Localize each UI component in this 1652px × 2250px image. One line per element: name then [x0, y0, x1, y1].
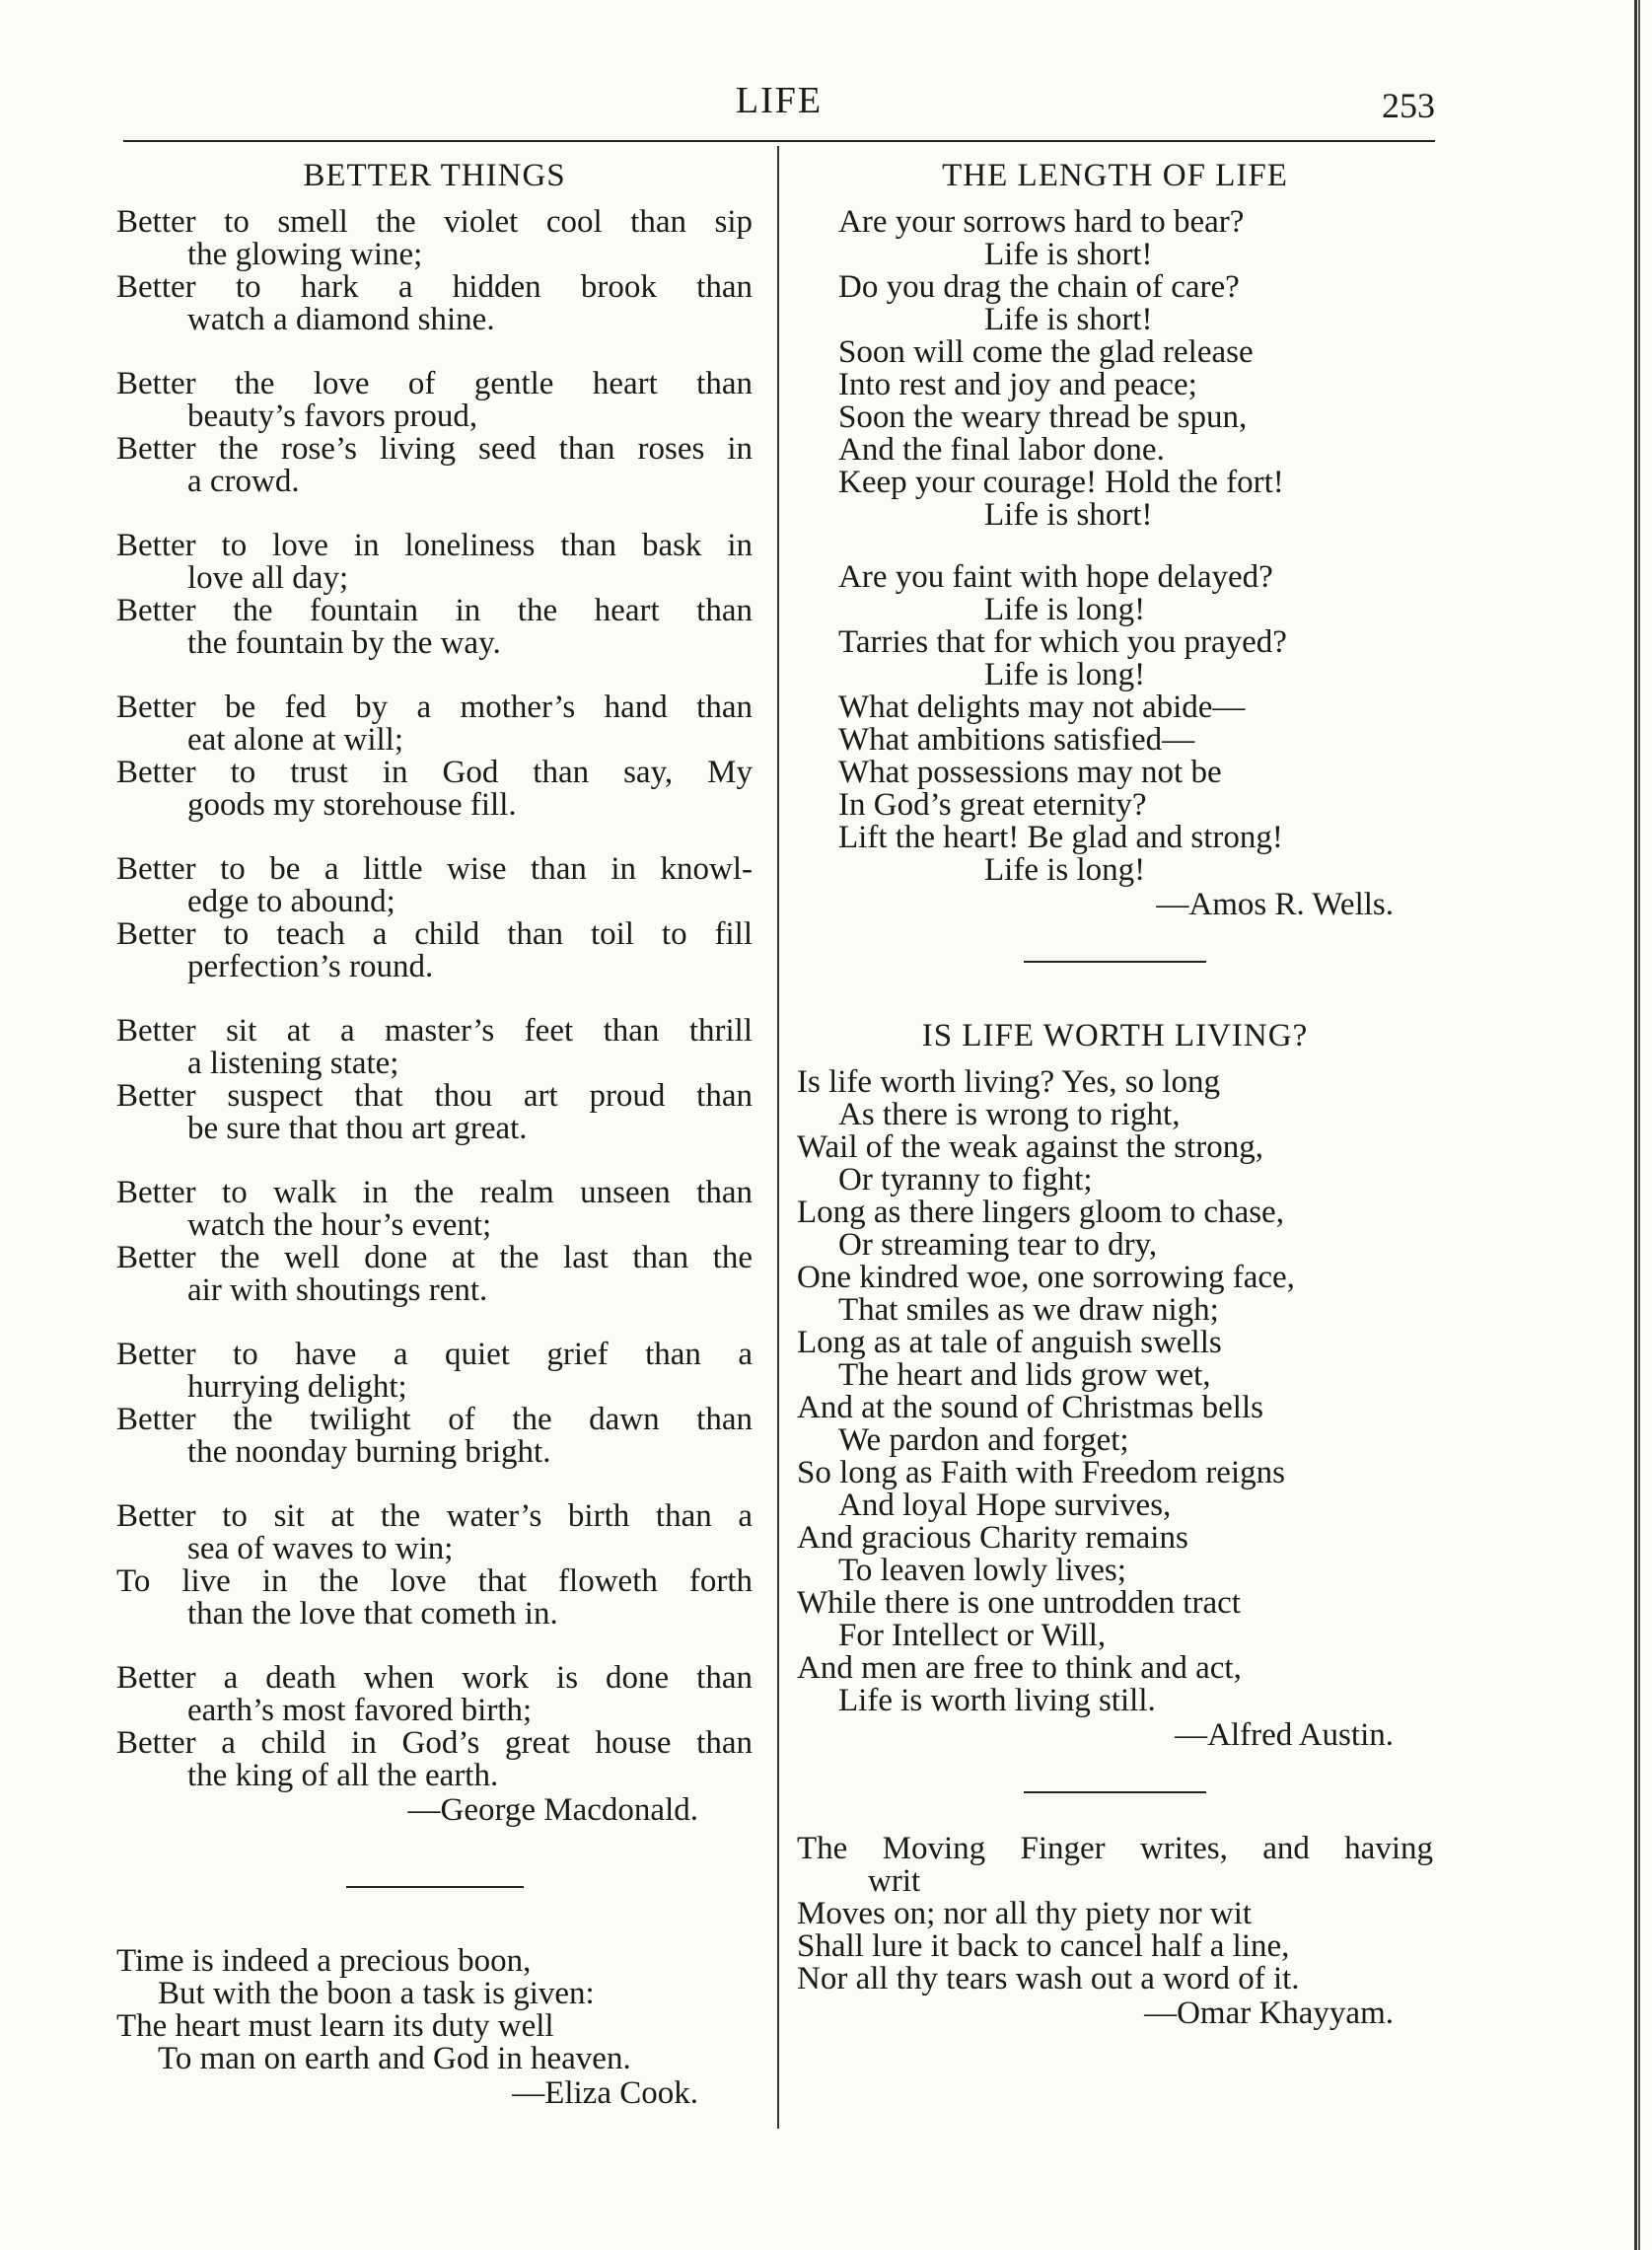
life-worth-living-poem — [797, 1066, 1433, 1752]
poem-line: Better to love in loneliness than bask in — [116, 528, 753, 563]
poem-line: Life is short! — [984, 237, 1153, 272]
poem-title-better-things: BETTER THINGS — [303, 158, 566, 193]
poem-line: Better sit at a master’s feet than thrill — [116, 1013, 753, 1049]
poem-line: love all day; — [187, 560, 349, 596]
section-rule — [1024, 961, 1206, 963]
poem-line: Better to smell the violet cool than sip — [116, 204, 753, 240]
poem-line: writ — [868, 1863, 921, 1899]
poem-line: watch a diamond shine. — [187, 302, 495, 337]
poem-line: Soon will come the glad release — [838, 334, 1254, 370]
poem-line: Better to sit at the water’s birth than a — [116, 1498, 753, 1534]
poem-line: Better to trust in God than say, My — [116, 755, 753, 790]
stanza — [838, 206, 1433, 532]
page-number: 253 — [1382, 86, 1435, 125]
stanza — [116, 853, 753, 983]
poem-line: the glowing wine; — [187, 237, 423, 272]
poem-title-length-of-life: THE LENGTH OF LIFE — [942, 158, 1288, 193]
right-column — [797, 160, 1433, 2030]
poem-line: the fountain by the way. — [187, 625, 501, 661]
poem-line: than the love that cometh in. — [187, 1596, 558, 1632]
poem-line: edge to abound; — [187, 884, 395, 919]
poem-line: air with shoutings rent. — [187, 1272, 488, 1308]
poem-line: Are you faint with hope delayed? — [838, 559, 1273, 595]
stanza — [116, 530, 753, 660]
poem-line: So long as Faith with Freedom reigns — [797, 1455, 1285, 1490]
poem-line: Life is long! — [984, 592, 1146, 627]
poem-title-life-worth-living: IS LIFE WORTH LIVING? — [921, 1018, 1309, 1053]
left-column — [116, 160, 753, 2110]
length-of-life-poem — [797, 206, 1433, 887]
poem-line: Life is short! — [984, 497, 1153, 533]
poem-line: Better the fountain in the heart than — [116, 593, 753, 628]
poem-line: Better the love of gentle heart than — [116, 366, 753, 401]
poem-line: To live in the love that floweth forth — [116, 1563, 753, 1599]
stanza — [116, 1015, 753, 1145]
poem-line: But with the boon a task is given: — [158, 1976, 595, 2011]
poem-line: Are your sorrows hard to bear? — [838, 204, 1245, 240]
poem-line: The heart and lids grow wet, — [838, 1357, 1211, 1393]
poem-line: the noonday burning bright. — [187, 1434, 551, 1470]
poem-line: And the final labor done. — [838, 432, 1165, 468]
poem-line: eat alone at will; — [187, 722, 403, 758]
poem-line: The Moving Finger writes, and having — [797, 1831, 1433, 1866]
moving-finger-poem — [797, 1833, 1433, 2030]
poem-line: Better a child in God’s great house than — [116, 1725, 753, 1761]
poem-line: earth’s most favored birth; — [187, 1693, 533, 1728]
poem-line: And at the sound of Christmas bells — [797, 1390, 1263, 1425]
poem-line: In God’s great eternity? — [838, 787, 1147, 823]
stanza — [116, 1339, 753, 1469]
poem-line: Wail of the weak against the strong, — [797, 1129, 1263, 1165]
poem-line: sea of waves to win; — [187, 1531, 454, 1566]
stanza — [116, 691, 753, 822]
poem-line: And men are free to think and act, — [797, 1650, 1242, 1686]
poem-line: beauty’s favors proud, — [187, 399, 478, 434]
page-edge — [1634, 0, 1640, 2250]
poem-line: Time is indeed a precious boon, — [116, 1943, 532, 1979]
poem-line: Lift the heart! Be glad and strong! — [838, 820, 1283, 855]
stanza — [116, 368, 753, 498]
poem-line: Life is short! — [984, 302, 1153, 337]
poem-line: Shall lure it back to cancel half a line, — [797, 1928, 1290, 1964]
poem-line: And gracious Charity remains — [797, 1520, 1188, 1556]
running-header — [123, 79, 1435, 142]
poem-line: Or streaming tear to dry, — [838, 1227, 1158, 1263]
poem-line: Life is long! — [984, 852, 1146, 888]
poem-line: goods my storehouse fill. — [187, 787, 517, 823]
poem-line: Long as at tale of anguish swells — [797, 1325, 1222, 1360]
poem-line: What ambitions satisfied— — [838, 722, 1195, 758]
author-attribution: —Amos R. Wells. — [1156, 887, 1394, 922]
poem-line: That smiles as we draw nigh; — [838, 1292, 1219, 1328]
poem-line: Better to be a little wise than in knowl- — [116, 851, 753, 887]
poem-line: Soon the weary thread be spun, — [838, 399, 1248, 435]
poem-line: Into rest and joy and peace; — [838, 367, 1197, 402]
poem-line: be sure that thou art great. — [187, 1111, 528, 1146]
poem-line: hurrying delight; — [187, 1369, 407, 1405]
stanza — [116, 1177, 753, 1307]
poem-line: Keep your courage! Hold the fort! — [838, 465, 1284, 500]
poem-line: perfection’s round. — [187, 949, 434, 984]
poem-line: To man on earth and God in heaven. — [158, 2041, 631, 2076]
poem-line: For Intellect or Will, — [838, 1618, 1107, 1653]
poem-line: Better the well done at the last than the — [116, 1240, 753, 1275]
poem-line: the king of all the earth. — [187, 1758, 499, 1793]
poem-line: Do you drag the chain of care? — [838, 269, 1240, 305]
poem-line: Tarries that for which you prayed? — [838, 624, 1287, 660]
author-attribution: —Omar Khayyam. — [1144, 1996, 1394, 2031]
poem-line: What possessions may not be — [838, 755, 1222, 790]
poem-line: While there is one untrodden tract — [797, 1585, 1241, 1621]
poem-line: What delights may not abide— — [838, 690, 1246, 725]
poem-line: The heart must learn its duty well — [116, 2008, 554, 2044]
section-rule — [1024, 1791, 1206, 1793]
poem-line: a listening state; — [187, 1046, 399, 1081]
poem-line: Better suspect that thou art proud than — [116, 1078, 753, 1114]
poem-line: Long as there lingers gloom to chase, — [797, 1195, 1284, 1230]
poem-line: Better to walk in the realm unseen than — [116, 1175, 753, 1210]
time-poem — [116, 1945, 753, 2110]
stanza — [838, 561, 1433, 887]
poem-line: Better a death when work is done than — [116, 1660, 753, 1696]
poem-line: Nor all thy tears wash out a word of it. — [797, 1961, 1300, 1996]
stanza — [116, 1662, 753, 1792]
section-rule — [346, 1886, 524, 1888]
poem-line: Life is worth living still. — [838, 1683, 1156, 1718]
column-divider — [777, 146, 779, 2129]
poem-line: We pardon and forget; — [838, 1422, 1129, 1458]
poem-line: As there is wrong to right, — [838, 1097, 1181, 1132]
author-attribution: —Alfred Austin. — [1175, 1717, 1394, 1753]
poem-line: Life is long! — [984, 657, 1146, 692]
stanza — [116, 206, 753, 336]
poem-line: Better to hark a hidden brook than — [116, 269, 753, 305]
poem-line: Or tyranny to fight; — [838, 1162, 1093, 1198]
poem-line: a crowd. — [187, 464, 300, 499]
poem-line: Better the twilight of the dawn than — [116, 1402, 753, 1437]
poem-line: One kindred woe, one sorrowing face, — [797, 1260, 1295, 1295]
stanza — [116, 1500, 753, 1631]
poem-line: Better to have a quiet grief than a — [116, 1337, 753, 1372]
poem-line: Is life worth living? Yes, so long — [797, 1064, 1220, 1100]
poem-line: Better to teach a child than toil to fill — [116, 916, 753, 952]
author-attribution: —George Macdonald. — [407, 1792, 698, 1828]
poem-line: To leaven lowly lives; — [838, 1553, 1126, 1588]
poem-line: Moves on; nor all thy piety nor wit — [797, 1896, 1253, 1931]
poem-line: And loyal Hope survives, — [838, 1488, 1172, 1523]
poem-line: watch the hour’s event; — [187, 1207, 492, 1243]
author-attribution: —Eliza Cook. — [512, 2075, 698, 2111]
header-title: LIFE — [735, 80, 824, 121]
poem-line: Better be fed by a mother’s hand than — [116, 690, 753, 725]
poem-line: Better the rose’s living seed than roses in — [116, 431, 753, 467]
